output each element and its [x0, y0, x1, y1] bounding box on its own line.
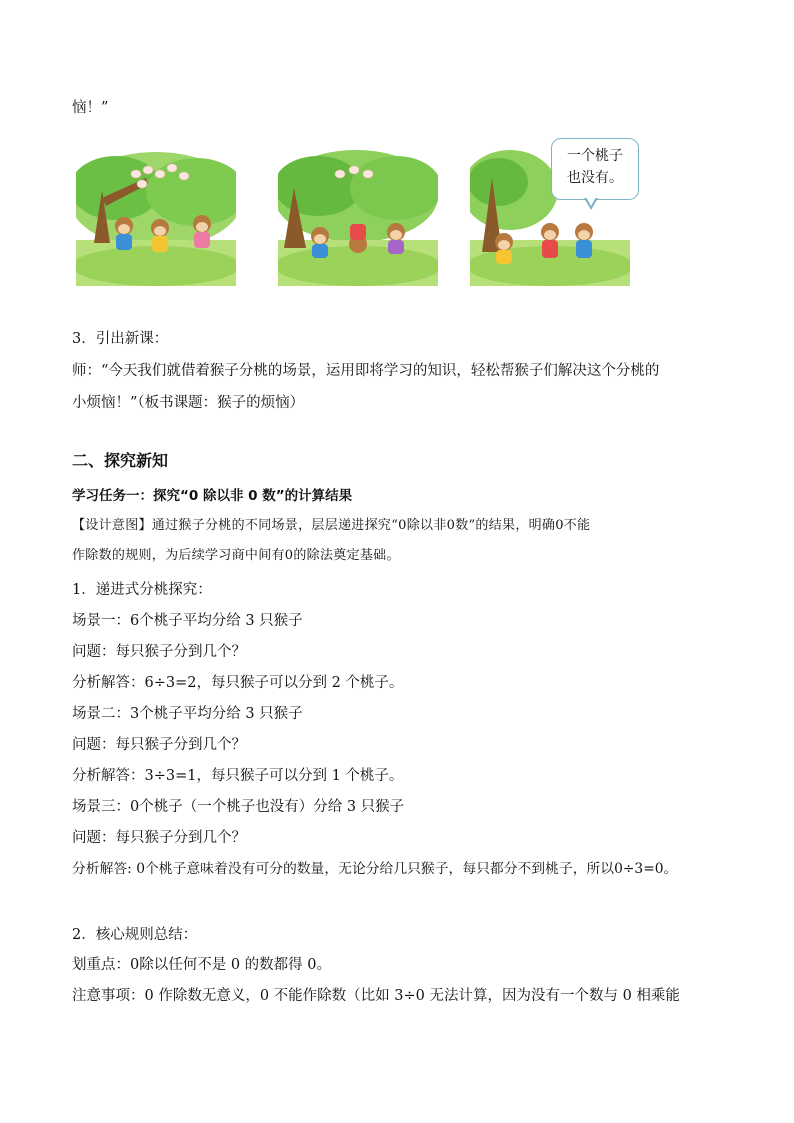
section-heading-explore: 二、探究新知 — [72, 451, 169, 470]
question2-text: 问题：每只猴子分到几个？ — [72, 737, 246, 753]
speech-bubble-line-2: 也没有。 — [567, 170, 623, 186]
question1-text: 问题：每只猴子分到几个？ — [72, 644, 246, 660]
section3-line-2: 小烦恼！”（板书课题：猴子的烦恼） — [72, 395, 305, 411]
question3-text: 问题：每只猴子分到几个？ — [72, 830, 246, 846]
speech-bubble-tail-inner — [586, 197, 596, 206]
answer2-text: 分析解答：3÷3=1，每只猴子可以分到 1 个桃子。 — [72, 768, 404, 784]
speech-bubble — [551, 138, 639, 200]
illustration-monkeys-playing — [278, 148, 438, 286]
illustration-tree-full-peaches — [76, 148, 236, 286]
part1-title: 1．递进式分桃探究： — [72, 582, 212, 598]
design-intent-line-1: 【设计意图】通过猴子分桃的不同场景，层层递进探究“0除以非0数”的结果，明确0不能 — [72, 518, 591, 533]
answer1-text: 分析解答：6÷3=2，每只猴子可以分到 2 个桃子。 — [72, 675, 404, 691]
design-intent-line-2: 作除数的规则，为后续学习商中间有0的除法奠定基础。 — [72, 548, 400, 563]
task1-title: 学习任务一：探究“0 除以非 0 数”的计算结果 — [72, 488, 353, 504]
scene3-text: 场景三：0个桃子（一个桃子也没有）分给 3 只猴子 — [72, 799, 405, 815]
answer3-text: 分析解答: 0个桃子意味着没有可分的数量，无论分给几只猴子，每只都分不到桃子，所以0÷3=0。 — [72, 861, 678, 877]
note-text: 注意事项：0 作除数无意义，0 不能作除数（比如 3÷0 无法计算，因为没有一个数与 0 相乘能 — [72, 988, 680, 1004]
intro-tail-text: 恼！” — [72, 100, 109, 116]
scene2-text: 场景二：3个桃子平均分给 3 只猴子 — [72, 706, 303, 722]
speech-bubble-line-1: 一个桃子 — [567, 148, 623, 164]
section3-line-1: 师：“今天我们就借着猴子分桃的场景，运用即将学习的知识，轻松帮猴子们解决这个分桃的 — [72, 363, 660, 379]
section3-title: 3．引出新课： — [72, 331, 169, 347]
key-point-text: 划重点：0除以任何不是 0 的数都得 0。 — [72, 957, 332, 973]
scene1-text: 场景一：6个桃子平均分给 3 只猴子 — [72, 613, 303, 629]
part2-title: 2．核心规则总结： — [72, 927, 198, 943]
